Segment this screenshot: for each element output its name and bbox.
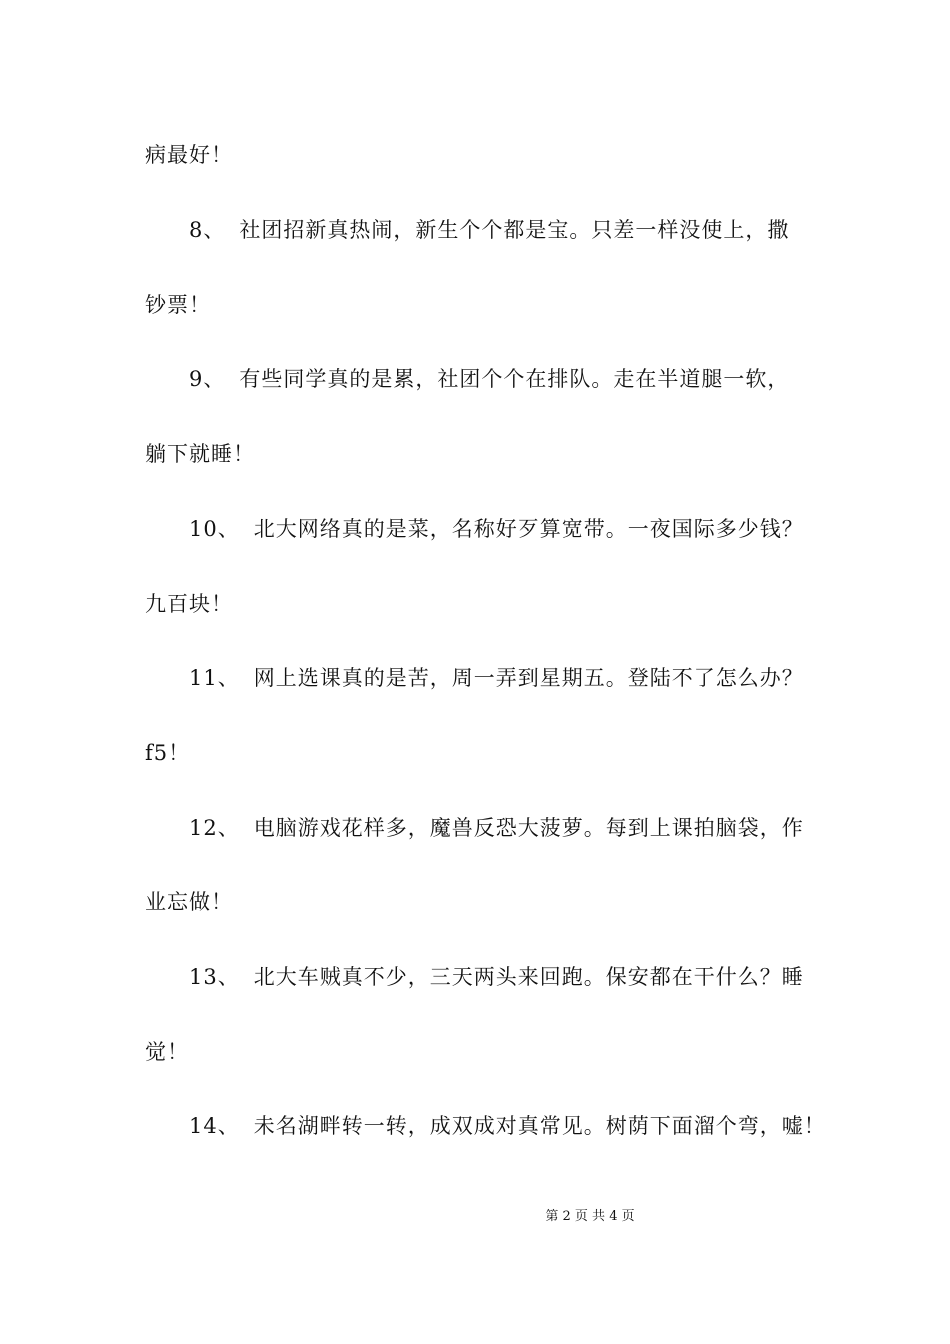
item-text: 有些同学真的是累，社团个个在排队。走在半道腿一软， xyxy=(239,367,790,391)
item-text: 网上选课真的是苦，周一弄到星期五。登陆不了怎么办？ xyxy=(253,666,804,690)
item-text: 社团招新真热闹，新生个个都是宝。只差一样没使上，撒 xyxy=(239,218,790,242)
list-item-11 xyxy=(189,664,804,692)
item-text: 北大网络真的是菜，名称好歹算宽带。一夜国际多少钱？ xyxy=(253,517,804,541)
continuation-line: 钞票！ xyxy=(145,293,211,317)
item-number: 11、 xyxy=(189,666,240,690)
item-number: 10、 xyxy=(189,517,240,541)
page-footer xyxy=(0,1208,950,1226)
list-item-14 xyxy=(189,1112,826,1140)
item-number: 14、 xyxy=(189,1114,240,1138)
page-indicator: 第 2 页 共 4 页 xyxy=(545,1209,635,1224)
continuation-line: 觉！ xyxy=(145,1040,189,1064)
continuation-line: 九百块！ xyxy=(145,592,233,616)
list-item-10 xyxy=(189,515,804,543)
list-item-9 xyxy=(189,365,789,393)
continuation-line: 病最好！ xyxy=(145,143,233,167)
item-number: 13、 xyxy=(189,965,240,989)
item-text: 未名湖畔转一转，成双成对真常见。树荫下面溜个弯，嘘！ xyxy=(253,1114,826,1138)
item-text: 北大车贼真不少，三天两头来回跑。保安都在干什么？睡 xyxy=(253,965,804,989)
item-number: 8、 xyxy=(189,218,226,242)
continuation-line: 业忘做！ xyxy=(145,890,233,914)
item-number: 12、 xyxy=(189,816,240,840)
list-item-8 xyxy=(189,216,789,244)
continuation-line: f5！ xyxy=(145,741,191,765)
item-number: 9、 xyxy=(189,367,226,391)
continuation-line: 躺下就睡！ xyxy=(145,442,255,466)
list-item-12 xyxy=(189,814,804,842)
item-text: 电脑游戏花样多，魔兽反恐大菠萝。每到上课拍脑袋，作 xyxy=(253,816,804,840)
list-item-13 xyxy=(189,963,804,991)
